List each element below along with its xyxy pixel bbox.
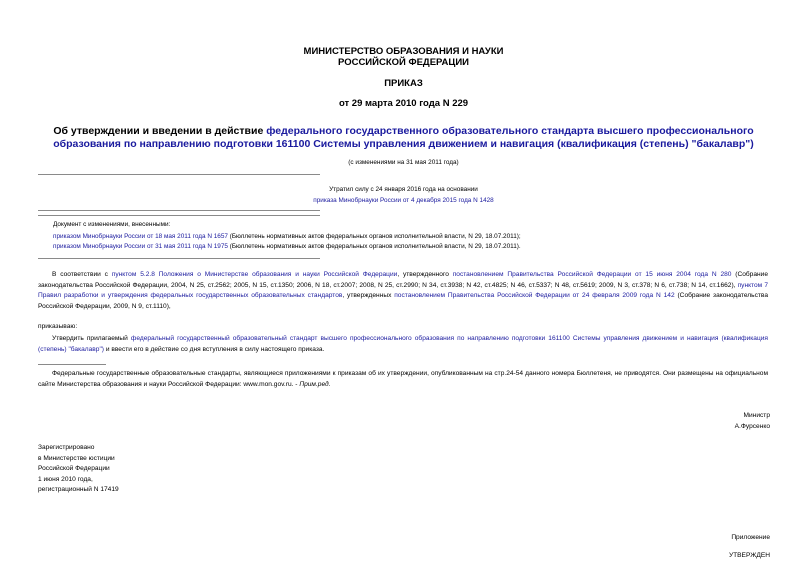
signature-position: Министр (743, 412, 770, 419)
basis-link-rules[interactable]: пунктом 7 Правил разработки и утверждения федеральных государственных образовательных стандартов (38, 281, 768, 299)
document-title (32, 125, 775, 151)
registration-line: регистрационный N 17419 (38, 486, 119, 493)
appendix-approved: УТВЕРЖДЕН (728, 552, 770, 559)
registration-line: Российской Федерации (38, 465, 110, 472)
changes-item-link[interactable]: приказом Минобрнауки России от 31 мая 2011 года N 1975 (53, 243, 228, 250)
basis-paragraph (38, 270, 768, 312)
basis-text: (Собрание законодательства Российской Федерации, 2009, N 9, ст.1110), (38, 292, 768, 310)
basis-link-decree-142[interactable]: постановлением Правительства Российской Федерации от 24 февраля 2009 года N 142 (394, 292, 675, 299)
separator-line (38, 210, 320, 211)
changes-item-text: (Бюллетень нормативных актов федеральных органов исполнительной власти, N 29, 18.07.2011). (227, 243, 521, 250)
registration-line: в Министерстве юстиции (38, 455, 115, 462)
basis-text: В соответствии с (52, 271, 112, 278)
order-text: и ввести его в действие со дня вступления в силу настоящего приказа. (104, 345, 325, 353)
order-paragraph (38, 334, 768, 355)
changes-item (53, 241, 521, 252)
amendments-note: (с изменениями на 31 мая 2011 года) (348, 159, 459, 166)
changes-item-link[interactable]: приказом Минобрнауки России от 18 мая 2011 года N 1657 (53, 233, 228, 240)
basis-text: , утвержденного (397, 271, 453, 278)
ministry-name-line2: РОССИЙСКОЙ ФЕДЕРАЦИИ (337, 57, 469, 68)
basis-text: , утвержденных (342, 292, 395, 299)
footnote-text: Федеральные государственные образовательные стандарты, являющиеся приложениями к приказам об их утверждении, опубликованным на стр.24-54 данного номера Бюллетеня, не приводятся. Они размещены на официальном сайте Министерства образования и науки Российской Федерации: www.mon.gov.ru. - (38, 370, 768, 388)
changes-item-text: (Бюллетень нормативных актов федеральных органов исполнительной власти, N 29, 18.07.2011); (227, 233, 521, 240)
order-standard-link[interactable]: федеральный государственный образовательный стандарт высшего профессионального образования по направлению подготовки 161100 Системы управления движением и навигация (квалификация (степень) "бакалавр") (38, 335, 768, 353)
order-word: приказываю: (38, 323, 78, 330)
separator-line (38, 258, 320, 259)
changes-intro: Документ с изменениями, внесенными: (53, 221, 171, 228)
title-standard-link[interactable]: федерального государственного образовательного стандарта высшего профессионального образования по направлению подготовки 161100 Системы управления движением и навигация (квалификация (степень) "бакалавр") (53, 125, 754, 150)
separator-line (38, 215, 320, 216)
document-type: ПРИКАЗ (384, 78, 423, 89)
order-text: Утвердить прилагаемый (52, 335, 131, 342)
basis-text: (Собрание законодательства Российской Федерации, 2004, N 25, ст.2562; 2005, N 15, ст.1350; 2006, N 18, ст.2007; 2008, N 25, ст.2990; N 34, ст.3938; N 42, ст.4825; N 46, ст.5337; N 48, ст.5619; 2009, N 3, ст.378; N 6, ст.738; N 14, ст.1662), (38, 271, 769, 289)
registration-line: 1 июня 2010 года, (38, 476, 93, 483)
footnote-editor-note: Прим.ред. (299, 380, 331, 388)
registration-line: Зарегистрировано (38, 444, 95, 451)
status-repeal-link[interactable]: приказа Минобрнауки России от 4 декабря 2015 года N 1428 (313, 197, 494, 204)
footnote-paragraph (38, 369, 768, 390)
basis-link-regulation[interactable]: пунктом 5.2.8 Положения о Министерстве образования и науки Российской Федерации (111, 271, 398, 278)
document-date: от 29 марта 2010 года N 229 (338, 98, 469, 109)
ministry-name-line1: МИНИСТЕРСТВО ОБРАЗОВАНИЯ И НАУКИ (303, 46, 504, 57)
separator-line (38, 174, 320, 175)
signature-name: А.Фурсенко (734, 423, 770, 430)
status-line: Утратил силу с 24 января 2016 года на основании (329, 186, 478, 193)
title-prefix: Об утверждении и введении в действие (53, 125, 267, 137)
basis-link-decree-280[interactable]: постановлением Правительства Российской Федерации от 15 июня 2004 года N 280 (452, 271, 732, 278)
appendix-label: Приложение (731, 534, 770, 541)
footnote-separator (38, 364, 106, 365)
